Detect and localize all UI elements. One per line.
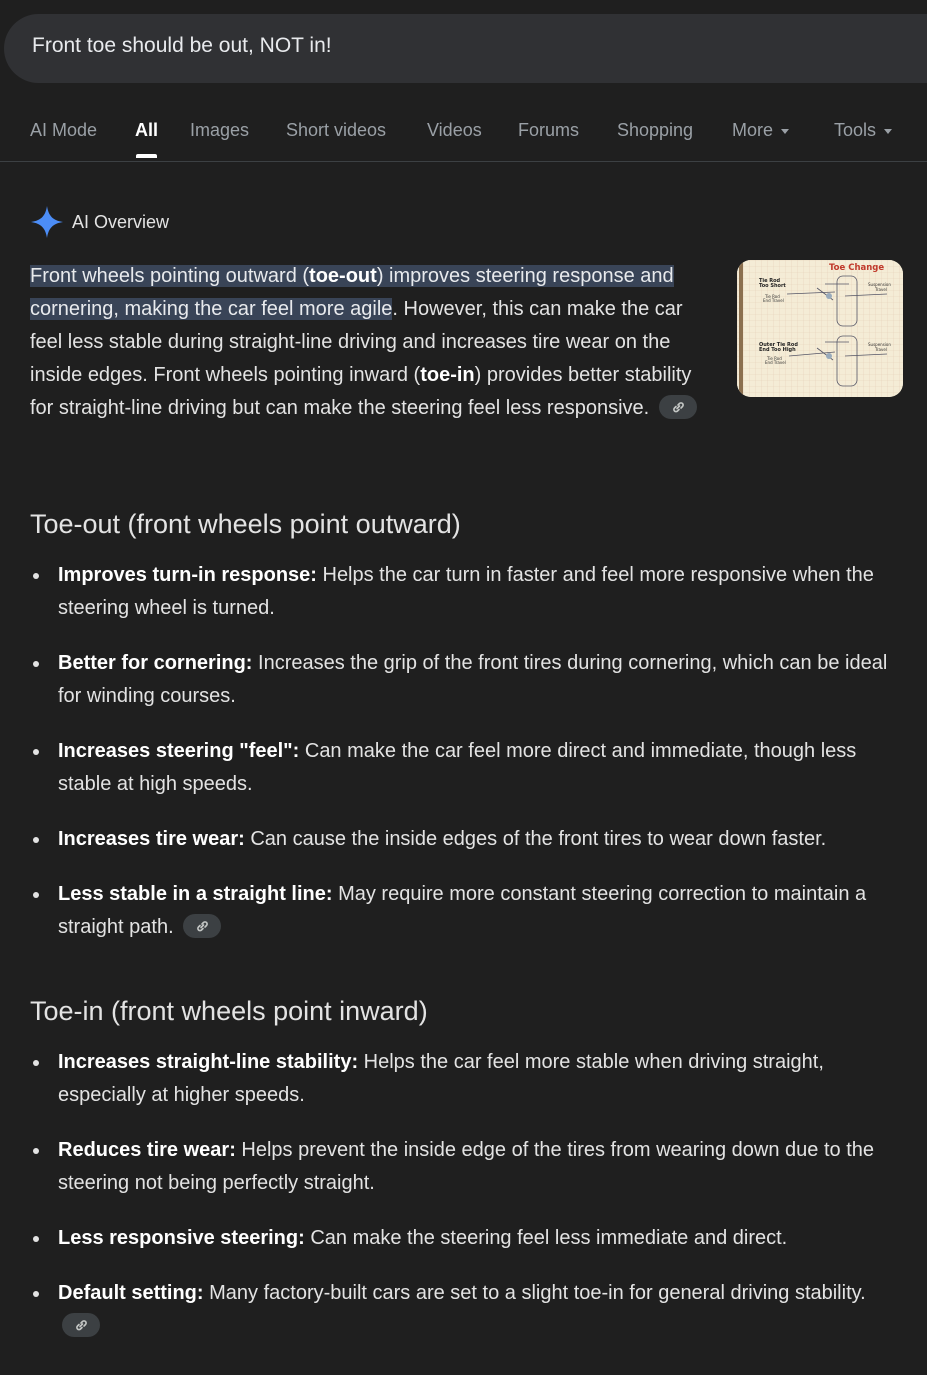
link-icon <box>670 399 686 415</box>
chevron-down-icon <box>884 129 892 134</box>
tab-more-label: More <box>732 120 774 140</box>
thumbnail-title: Toe Change <box>829 263 885 273</box>
sparkle-icon <box>30 205 64 239</box>
summary-bold: toe-in <box>420 364 475 386</box>
toe-change-diagram <box>737 260 903 397</box>
list-item <box>30 878 910 944</box>
tab-images[interactable]: Images <box>190 120 250 140</box>
tab-tools-label: Tools <box>834 120 877 140</box>
thumbnail-label: Travel <box>875 287 887 292</box>
thumbnail-label: Tie Rod <box>767 356 782 361</box>
list-item <box>30 1277 910 1343</box>
ai-overview-header <box>30 205 169 239</box>
ai-overview-summary <box>30 260 720 425</box>
item-title: Increases tire wear: <box>58 828 245 850</box>
tab-videos[interactable]: Videos <box>427 120 482 140</box>
thumbnail-label: Too Short <box>759 283 786 289</box>
tab-shopping[interactable]: Shopping <box>617 120 694 140</box>
item-text: Can make the steering feel less immediate and direct. <box>304 1227 788 1249</box>
thumbnail-label: Outer Tie Rod <box>759 342 798 348</box>
item-text: May require more constant steering correction to maintain a straight path. <box>58 883 867 938</box>
list-item <box>30 559 910 625</box>
toe-in-list <box>30 1046 910 1365</box>
item-text: Can cause the inside edges of the front tires to wear down faster. <box>244 828 827 850</box>
search-tabs <box>0 100 927 162</box>
item-text: Helps the car turn in faster and feel more responsive when the steering wheel is turned. <box>58 564 874 619</box>
item-title: Better for cornering: <box>58 652 253 674</box>
summary-text: ) improves steering response and cornering, making the car feel more agile <box>30 265 674 320</box>
toe-out-list <box>30 559 910 966</box>
item-title: Reduces tire wear: <box>58 1139 236 1161</box>
item-text: Helps prevent the inside edge of the tires from wearing down due to the steering not being perfectly straight. <box>58 1139 875 1194</box>
summary-text: Front wheels pointing outward ( <box>30 265 310 287</box>
thumbnail-label: End Too High <box>759 347 796 353</box>
item-text: Helps the car feel more stable when driving straight, especially at higher speeds. <box>58 1051 824 1106</box>
thumbnail-label: Travel <box>875 347 887 352</box>
item-title: Less stable in a straight line: <box>58 883 333 905</box>
thumbnail-label: Tie Rod <box>765 294 780 299</box>
source-link-button[interactable] <box>62 1313 100 1337</box>
tab-forums[interactable]: Forums <box>518 120 580 140</box>
summary-text: . However, this can make the car feel less stable during straight-line driving and increases tire wear on the inside edges. Front wheels pointing inward ( <box>30 298 683 386</box>
item-title: Less responsive steering: <box>58 1227 305 1249</box>
link-icon <box>194 918 210 934</box>
list-item <box>30 1222 910 1255</box>
summary-bold: toe-out <box>309 265 377 287</box>
item-text: Increases the grip of the front tires during cornering, which can be ideal for winding courses. <box>58 652 888 707</box>
list-item <box>30 1134 910 1200</box>
search-input[interactable]: Front toe should be out, NOT in! <box>32 34 332 57</box>
tab-ai-mode[interactable]: AI Mode <box>30 120 98 140</box>
thumbnail-label: Suspension <box>868 342 891 347</box>
item-title: Increases straight-line stability: <box>58 1051 359 1073</box>
tab-all[interactable]: All <box>135 120 159 140</box>
tab-short-videos[interactable]: Short videos <box>286 120 387 140</box>
active-tab-indicator <box>136 154 157 158</box>
item-title: Default setting: <box>58 1282 204 1304</box>
toe-out-heading: Toe-out (front wheels point outward) <box>30 509 461 539</box>
summary-text: ) provides better stability for straight-line driving but can make the steering feel less responsive. <box>30 364 692 419</box>
toe-in-heading: Toe-in (front wheels point inward) <box>30 996 428 1026</box>
item-title: Improves turn-in response: <box>58 564 317 586</box>
chevron-down-icon <box>781 129 789 134</box>
list-item <box>30 823 910 856</box>
source-link-button[interactable] <box>183 914 221 938</box>
thumbnail-label: End Travel <box>765 360 786 365</box>
search-bar[interactable] <box>4 14 927 83</box>
thumbnail-label: End Travel <box>763 298 784 303</box>
ai-overview-title: AI Overview <box>72 211 170 232</box>
item-title: Increases steering "feel": <box>58 740 300 762</box>
list-item <box>30 647 910 713</box>
toe-change-thumbnail[interactable] <box>737 260 903 397</box>
item-text: Can make the car feel more direct and immediate, though less stable at high speeds. <box>58 740 857 795</box>
list-item <box>30 735 910 801</box>
source-link-button[interactable] <box>659 395 697 419</box>
tab-more[interactable] <box>732 120 789 141</box>
thumbnail-label: Suspension <box>868 282 891 287</box>
link-icon <box>73 1317 89 1333</box>
thumbnail-label: Tie Rod <box>759 278 781 284</box>
tab-tools[interactable] <box>834 120 892 141</box>
list-item <box>30 1046 910 1112</box>
item-text: Many factory-built cars are set to a slight toe-in for general driving stability. <box>203 1282 866 1304</box>
